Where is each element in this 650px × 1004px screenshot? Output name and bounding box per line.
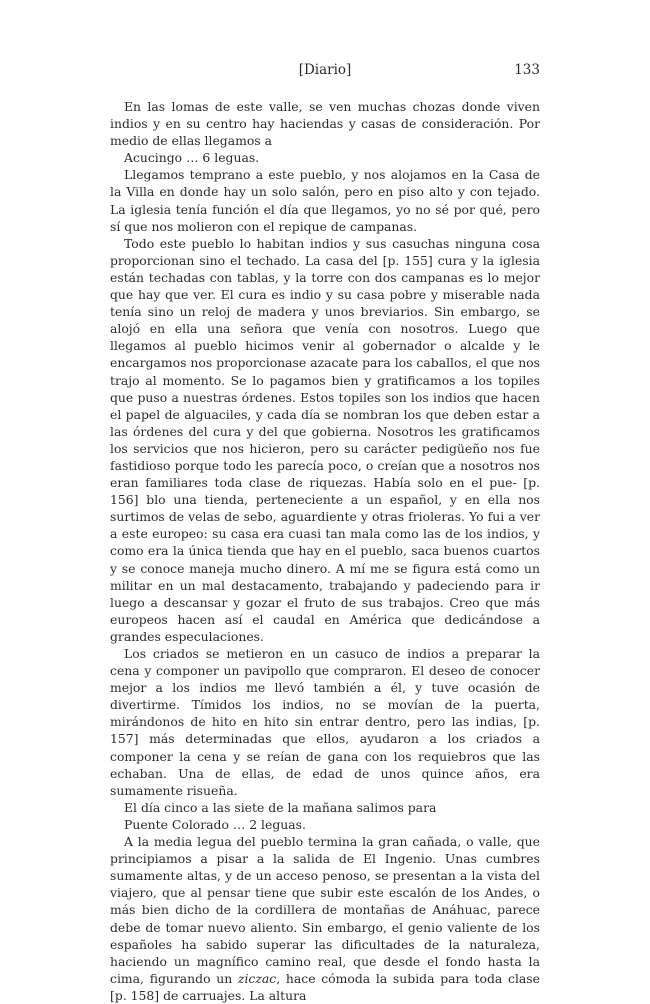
italic-term: ziczac: [237, 970, 277, 986]
running-title: [Diario]: [298, 62, 352, 78]
text-run: A la media legua del pueblo termina la gran cañada, o valle, que principiamos a pisar a la salida de El Ingenio. Unas cumbres sumamente altas, y de un acceso penoso, se presentan a la vista del viajero, que al pensar tiene que subir este escalón de los Andes, o más bien dicho de la cordillera de montañas de Anáhuac, parece debe de tomar nuevo aliento. Sin embargo, el genio valiente de los españoles ha sabido superar las dificultades de la naturaleza, haciendo un magnífico camino real, que desde el fondo hasta la cima, figurando un: [110, 834, 540, 986]
paragraph: [110, 833, 540, 1004]
paragraph: En las lomas de este valle, se ven muchas chozas donde viven indios y en su centro hay haciendas y casas de consideración. Por medio de ellas llegamos a: [110, 99, 540, 149]
page-number: 133: [514, 62, 540, 78]
page-header: [110, 62, 540, 82]
paragraph: Llegamos temprano a este pueblo, y nos alojamos en la Casa de la Villa en donde hay un solo salón, pero en piso alto y con tejado. La iglesia tenía función el día que llegamos, yo no sé por qué, pero sí que nos molieron con el repique de campanas.: [110, 167, 540, 234]
route-entry: Acucingo … 6 leguas.: [124, 150, 260, 166]
paragraph: Todo este pueblo lo habitan indios y sus casuchas ninguna cosa proporcionan sino el techado. La casa del [p. 155] cura y la iglesia están techadas con tablas, y la torre con dos campanas es lo mejor que hay que ver. El cura es indio y su casa pobre y miserable nada tenía sino un reloj de madera y unos breviarios. Sin embargo, se alojó en ella una señora que venía con nosotros. Luego que llegamos al pueblo hicimos venir al gobernador o alcalde y le encargamos nos proporcionase azacate para los caballos, el que nos trajo al momento. Se lo pagamos bien y gratificamos a los topiles que puso a nuestras órdenes. Estos topiles son los indios que hacen el papel de alguaciles, y cada día se nombran los que deben estar a las órdenes del cura y del que gobierna. Nosotros les gratificamos los servicios que nos hicieron, pero su carácter pedigüeño nos fue fastidioso porque todo les parecía poco, o creían que a nosotros nos eran familiares toda clase de riquezas. Había solo en el pue- [p. 156] blo una tienda, perteneciente a un español, y en ella nos surtimos de velas de sebo, aguardiente y otras frioleras. Yo fui a ver a este europeo: su casa era cuasi tan mala como las de los indios, y como era la única tienda que hay en el pueblo, saca buenos cuartos y se conoce maneja mucho dinero. A mí me se figura está como un militar en un mal destacamento, trabajando y padeciendo para ir luego a descansar y gozar el fruto de sus trabajos. Creo que más europeos hacen así el caudal en América que dedicándose a grandes especulaciones.: [110, 235, 540, 644]
paragraph: El día cinco a las siete de la mañana salimos para: [124, 799, 437, 815]
route-entry: Puente Colorado … 2 leguas.: [124, 816, 306, 832]
paragraph: Los criados se metieron en un casuco de indios a preparar la cena y componer un pavipollo que compraron. El deseo de conocer mejor a los indios me llevó también a él, y tuve ocasión de divertirme. Tímidos los indios, no se movían de la puerta, mirándonos de hito en hito sin entrar dentro, pero las indias, [p. 157] más determinadas que ellos, ayudaron a los criados a componer la cena y se reían de gana con los requiebros que las echaban. Una de ellas, de edad de unos quince años, era sumamente risueña.: [110, 646, 540, 798]
page-body: [110, 98, 540, 1004]
text-run: , hace cómoda la subida para toda clase [p. 158] de carruajes. La altura: [110, 970, 540, 1003]
